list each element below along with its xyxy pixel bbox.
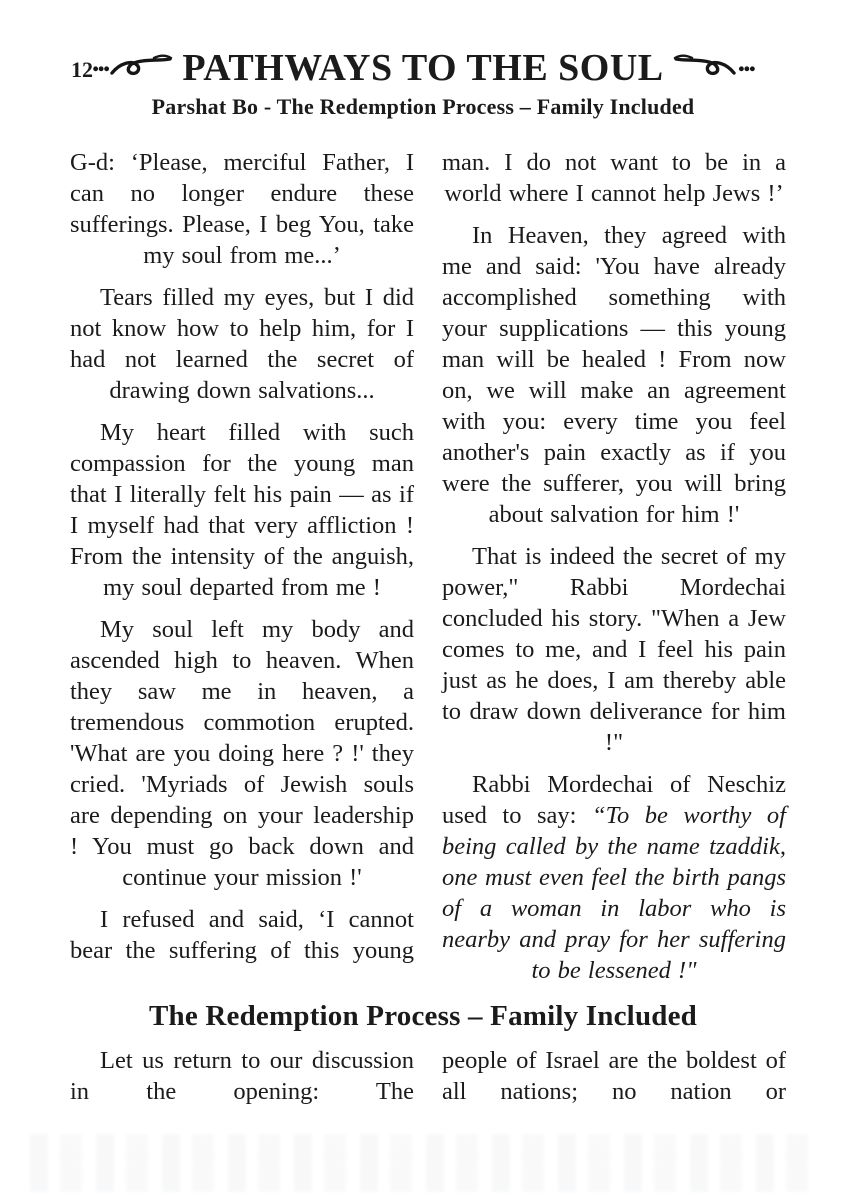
- paragraph: I refused and said, ‘I cannot bear the suffering of this young: [70, 906, 414, 964]
- flourish-left-icon: ...: [92, 53, 175, 83]
- paragraph: [442, 769, 786, 986]
- section-columns: [0, 1045, 846, 1107]
- paragraph: In Heaven, they agreed with me and said: 'You have already accomplished something with your supplications — this young man will be healed ! From now on, we will make an agreement with you: every time you feel another's pain exactly as if you were the sufferer, you will bring about salvation for him !': [442, 222, 786, 528]
- flourish-right-icon: ...: [672, 53, 755, 83]
- paragraph: That is indeed the secret of my power," Rabbi Mordechai concluded his story. "When a Jew comes to me, and I feel his pain just as he does, I am thereby able to draw down deliverance for him !": [442, 543, 786, 756]
- italic-quote: “To be worthy of being called by the name tzaddik, one must even feel the birth pangs of a woman in labor who is nearby and pray for her suffering to be lessened !": [442, 802, 786, 984]
- reverse-page-bleed-through: [30, 1134, 816, 1192]
- page-number: 12: [71, 57, 93, 82]
- masthead: [0, 46, 846, 90]
- paragraph: G-d: ‘Please, merciful Father, I can no longer endure these sufferings. Please, I beg You, take my soul from me...’: [70, 149, 414, 269]
- paragraph-lead: Rabbi Mordechai of Neschiz used to say:: [442, 771, 786, 829]
- paragraph: My heart filled with such compassion for the young man that I literally felt his pain — as if I myself had that very affliction ! From the intensity of the anguish, my soul departed from me !: [70, 419, 414, 601]
- page-title: PATHWAYS TO THE SOUL: [182, 47, 664, 89]
- section-column-left: [70, 1045, 414, 1107]
- paragraph: My soul left my body and ascended high to heaven. When they saw me in heaven, a tremendous commotion erupted. 'What are you doing here ? !' they cried. 'Myriads of Jewish souls are depending on your leadership ! You must go back down and continue your mission !': [70, 616, 414, 891]
- section-heading: The Redemption Process – Family Included: [149, 1000, 697, 1032]
- paragraph: Let us return to our discussion in the opening: The: [70, 1047, 414, 1105]
- paragraph: Tears filled my eyes, but I did not know how to help him, for I had not learned the secret of drawing down salvations...: [70, 284, 414, 404]
- story-column-left: [70, 147, 414, 986]
- section-column-right: [442, 1045, 786, 1107]
- paragraph: people of Israel are the boldest of all nations; no nation or: [442, 1047, 786, 1105]
- paragraph: man. I do not want to be in a world where I cannot help Jews !’: [442, 149, 786, 207]
- story-columns: [0, 147, 846, 986]
- story-column-right: [442, 147, 786, 986]
- chapter-subtitle: Parshat Bo - The Redemption Process – Family Included: [151, 94, 695, 119]
